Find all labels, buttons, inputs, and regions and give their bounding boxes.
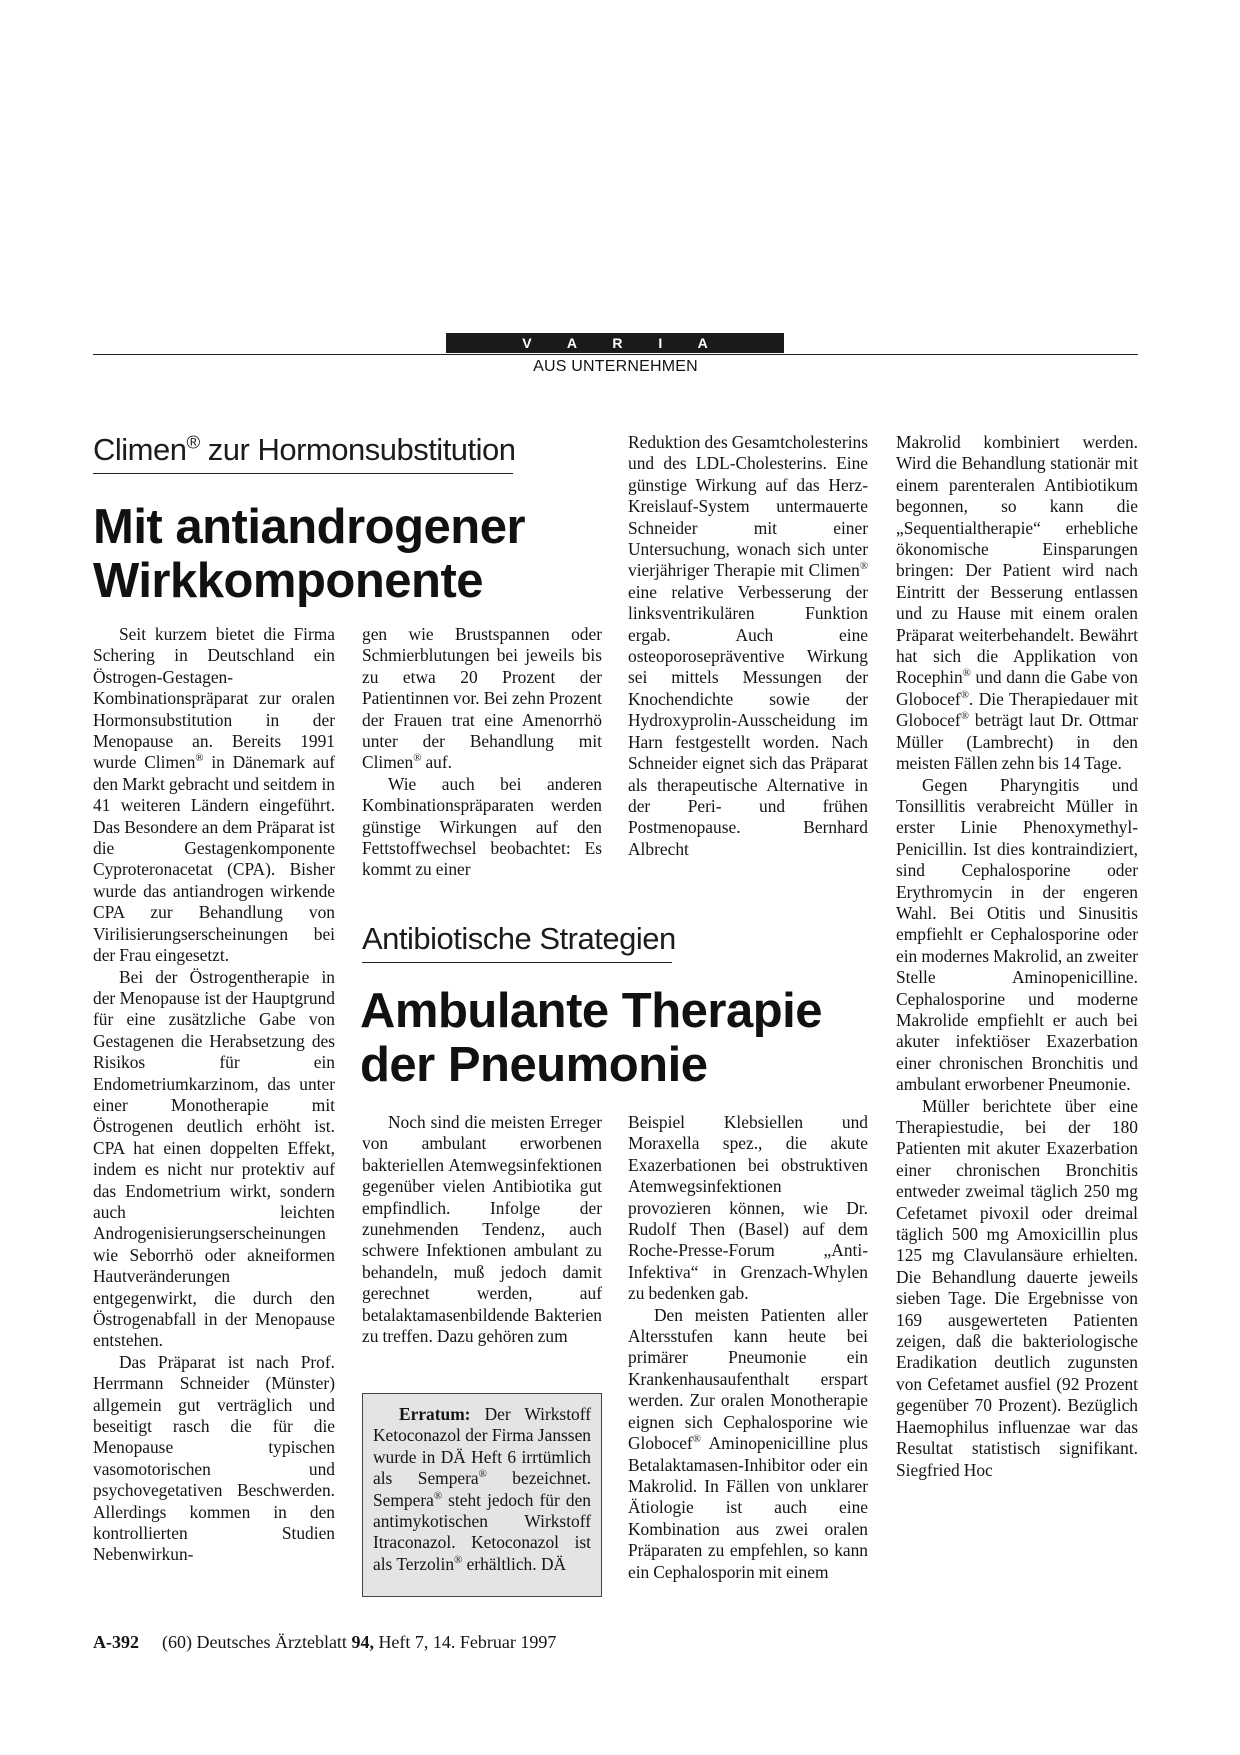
article1-headline <box>93 500 613 608</box>
paragraph: Das Präparat ist nach Prof. Herrmann Schneider (Münster) allgemein gut verträglich und beseitigt rasch die für die Menopause typischen vasomotorischen und psychovegetativen Beschwerden. Allerdings kommen in den kontrollierten Studien Nebenwirkun- <box>93 1351 335 1565</box>
page-footer <box>93 1632 556 1653</box>
page-number: A-392 <box>93 1632 139 1652</box>
paragraph: Wie auch bei anderen Kombinationspräparaten werden günstige Wirkungen auf den Fettstoffwechsel beobachtet: Es kommt zu einer <box>362 773 602 880</box>
paragraph: Müller berichtete über eine Therapiestudie, bei der 180 Patienten mit akuter Exazerbation einer chronischen Bronchitis entweder zweimal täglich 250 mg Cefetamet pivoxil oder dreimal täglich 500 mg Amoxicillin plus 125 mg Clavulansäure erhielten. Die Behandlung dauerte jeweils sieben Tage. Die Ergebnisse von 169 ausgewerteten Patienten zeigen, daß die bakteriologische Eradikation deutlich zugunsten von Cefetamet ausfiel (92 Prozent gegenüber 70 Prozent). Bezüglich Haemophilus influenzae war das Resultat statistisch signifikant. Siegfried Hoc <box>896 1095 1138 1480</box>
header-rule <box>93 354 1138 355</box>
article2-headline-line2: der Pneumonie <box>360 1038 708 1092</box>
article1-headline-line2: Wirkkomponente <box>93 554 484 608</box>
article1-kicker-rule <box>93 473 513 474</box>
article1-column-3 <box>628 432 868 860</box>
erratum-label: Erratum: <box>399 1404 471 1424</box>
paragraph: Gegen Pharyngitis und Tonsillitis verabreicht Müller in erster Linie Phenoxymethyl-Penicillin. Ist dies kontraindiziert, sind Cephalosporine oder Erythromycin in der engeren Wahl. Bei Otitis und Sinusitis empfiehlt er Cephalosporine oder ein modernes Makrolid, an zweiter Stelle Aminopenicilline. Cephalosporine und moderne Makrolide empfiehlt er auch bei akuter infektiöser Exazerbation einer chronischen Bronchitis und ambulant erworbener Pneumonie. <box>896 774 1138 1095</box>
paragraph: Noch sind die meisten Erreger von ambulant erworbenen bakteriellen Atemwegsinfektionen gegenüber vielen Antibiotika gut empfindlich. Infolge der zunehmenden Tendenz, auch schwere Infektionen ambulant zu behandeln, muß jedoch damit gerechnet werden, auf betalaktamasenbildende Bakterien zu treffen. Dazu gehören zum <box>362 1112 602 1347</box>
erratum-box <box>362 1393 602 1597</box>
paragraph: Den meisten Patienten aller Altersstufen kann heute bei primärer Pneumonie ein Krankenhausaufenthalt erspart werden. Zur oralen Monotherapie eignen sich Cephalosporine wie Globocef® Aminopenicilline plus Betalaktamasen-Inhibitor oder ein Makrolid. In Fällen von unklarer Ätiologie ist auch eine Kombination aus zwei oralen Präparaten zu empfehlen, so kann ein Cephalosporin mit einem <box>628 1304 868 1582</box>
article2-headline-line1: Ambulante Therapie <box>360 984 823 1038</box>
paragraph: Seit kurzem bietet die Firma Schering in Deutschland ein Östrogen-Gestagen-Kombinationspräparat zur oralen Hormonsubstitution in der Menopause an. Bereits 1991 wurde Climen® in Dänemark auf den Markt gebracht und seitdem in 41 weiteren Ländern eingeführt. Das Besondere an dem Präparat ist die Gestagenkomponente Cyproteronacetat (CPA). Bisher wurde das antiandrogen wirkende CPA zur Behandlung von Virilisierungserscheinungen bei der Frau eingesetzt. <box>93 624 335 966</box>
paragraph: Beispiel Klebsiellen und Moraxella spez., die akute Exazerbationen bei obstruktiven Atemwegsinfektionen provozieren können, wie Dr. Rudolf Then (Basel) auf dem Roche-Presse-Forum „Anti-Infektiva“ in Grenzach-Whylen zu bedenken gab. <box>628 1112 868 1304</box>
article1-kicker: Climen® zur Hormonsubstitution <box>93 431 516 467</box>
paragraph: Bei der Östrogentherapie in der Menopause ist der Hauptgrund für eine zusätzliche Gabe von Gestagenen die Herabsetzung des Risikos für ein Endometriumkarzinom, das unter einer Monotherapie mit Östrogenen deutlich erhöht ist. CPA hat einen doppelten Effekt, indem es nicht nur protektiv auf das Endometrium wirkt, sondern auch leichten Androgenisierungserscheinungen wie Seborrhö oder akneiformen Hautveränderungen entgegenwirkt, die durch den Östrogenabfall in der Menopause entstehen. <box>93 966 335 1351</box>
article1-headline-line1: Mit antiandrogener <box>93 500 526 554</box>
article2-column-3 <box>628 1112 868 1583</box>
article2-kicker: Antibiotische Strategien <box>362 921 676 956</box>
paragraph: gen wie Brustspannen oder Schmierblutungen bei jeweils bis zu etwa 20 Prozent der Patientinnen vor. Bei zehn Prozent der Frauen trat eine Amenorrhö unter der Behandlung mit Climen® auf. <box>362 624 602 773</box>
article2-column-2 <box>362 1112 602 1347</box>
footer-issue: Heft 7, 14. Februar 1997 <box>378 1632 557 1652</box>
section-subtitle: AUS UNTERNEHMEN <box>533 358 698 375</box>
article1-column-1 <box>93 624 335 1566</box>
section-banner: V A R I A <box>446 333 784 353</box>
paragraph: Makrolid kombiniert werden. Wird die Behandlung stationär mit einem parenteralen Antibiotikum begonnen, so kann die „Sequentialtherapie“ erhebliche ökonomische Einsparungen bringen: Der Patient wird nach Eintritt der Besserung entlassen und zu Hause mit einem oralen Präparat weiterbehandelt. Bewährt hat sich die Applikation von Rocephin® und dann die Gabe von Globocef®. Die Therapiedauer mit Globocef® beträgt laut Dr. Ottmar Müller (Lambrecht) in den meisten Fällen zehn bis 14 Tage. <box>896 432 1138 774</box>
article2-headline <box>360 984 870 1092</box>
paragraph: Reduktion des Gesamtcholesterins und des LDL-Cholesterins. Eine günstige Wirkung auf das Herz-Kreislauf-System untermauerte Schneider mit einer Untersuchung, wonach sich unter vierjähriger Therapie mit Climen® eine relative Verbesserung der linksventrikulären Funktion ergab. Auch eine osteoporosepräventive Wirkung sei mittels Messungen der Knochendichte sowie der Hydroxyprolin-Ausscheidung im Harn festgestellt worden. Nach Schneider eignet sich das Präparat als therapeutische Alternative in der Peri- und frühen Postmenopause. Bernhard Albrecht <box>628 432 868 859</box>
footer-volume: 94, <box>351 1632 374 1652</box>
article2-kicker-rule <box>362 962 672 963</box>
erratum-text: Der Wirkstoff Ketoconazol der Firma Janssen wurde in DÄ Heft 6 irrtümlich als Sempera® bezeichnet. Sempera® steht jedoch für den antimykotischen Wirkstoff Itraconazol. Ketoconazol ist als Terzolin® erhältlich. DÄ <box>373 1404 591 1574</box>
article2-column-4 <box>896 432 1138 1481</box>
footer-citation: (60) Deutsches Ärzteblatt <box>162 1632 347 1652</box>
article1-column-2 <box>362 624 602 881</box>
